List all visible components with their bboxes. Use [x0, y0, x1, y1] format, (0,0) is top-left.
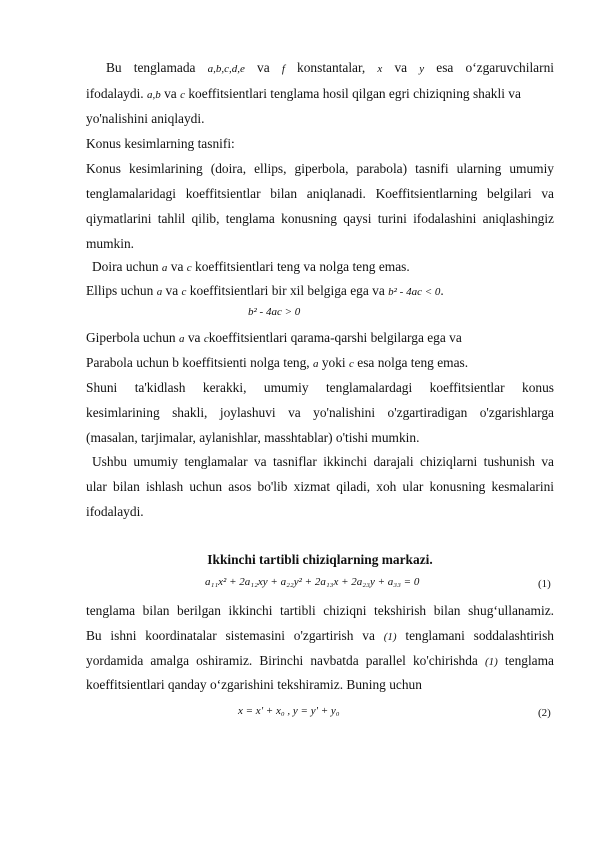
- p2-line4: mumkin.: [86, 236, 134, 251]
- p2-line3: qiymatlarini tahlil qilib, tenglama konusning qaysi turini ifodalashini aniqlashingiz: [86, 211, 554, 226]
- math-f: f: [281, 63, 285, 75]
- p3-line2: kesimlarining shakli, joylashuvi va yo'nalishini o'zgartiradigan o'zgarishlarga: [86, 405, 554, 420]
- doira-line: Doira uchun a va c koeffitsientlari teng va nolga teng emas.: [92, 259, 410, 274]
- p5-line4: koeffitsientlari qanday o‘zgarishini tekshiramiz. Buning uchun: [86, 677, 422, 692]
- math-abcde: a,b,c,d,e: [207, 63, 245, 75]
- ellips-line: Ellips uchun a va c koeffitsientlari bir xil belgiga ega va b² - 4ac < 0.: [86, 283, 444, 298]
- math-y: y: [419, 63, 425, 75]
- p1-line2: ifodalaydi. a,b va c koeffitsientlari tenglama hosil qilgan egri chiziqning shakli va: [86, 86, 521, 101]
- ellips-discriminant: b² - 4ac < 0: [388, 286, 441, 298]
- p5-line1: tenglama bilan berilgan ikkinchi tartibli chiziqni tekshirish bilan shug‘ullanamiz.: [86, 603, 554, 618]
- p4-line1: Ushbu umumiy tenglamalar va tasniflar ikkinchi darajali chiziqlarni tushunish va: [92, 454, 554, 469]
- equation-1: a₁₁x² + 2a₁₂xy + a₂₂y² + 2a₁₃x + 2a₂₃y + a₃₃ = 0: [205, 576, 420, 588]
- p5-line3: yordamida amalga oshiramiz. Birinchi navbatda parallel ko'chirishda (1) tenglama: [86, 653, 554, 668]
- giperbola-discriminant: b² - 4ac > 0: [248, 306, 301, 318]
- p2-line1: Konus kesimlarining (doira, ellips, giperbola, parabola) tasnifi ularning umumiy: [86, 161, 554, 176]
- p4-line3: ifodalaydi.: [86, 504, 144, 519]
- equation-2-number: (2): [538, 707, 551, 719]
- p4-line2: ular bilan ishlash uchun asos bo'lib xizmat qiladi, xoh ular konusning kesmalarini: [86, 479, 554, 494]
- equation-2: x = x' + x₀ , y = y' + y₀: [238, 705, 340, 717]
- parabola-line: Parabola uchun b koeffitsienti nolga teng, a yoki c esa nolga teng emas.: [86, 355, 469, 370]
- equation-1-number: (1): [538, 578, 551, 590]
- p5-line2: Bu ishni koordinatalar sistemasini o'zgartirish va (1) tenglamani soddalashtirish: [86, 628, 554, 643]
- p3-line3: (masalan, tarjimalar, aylanishlar, masshtablar) o'tishi mumkin.: [86, 430, 420, 445]
- p1-line3: yo'nalishini aniqlaydi.: [86, 111, 205, 126]
- p3-line1: Shuni ta'kidlash kerakki, umumiy tenglamalardagi koeffitsientlar konus: [86, 380, 554, 395]
- heading-center-of-second-order-lines: Ikkinchi tartibli chiziqlarning markazi.: [207, 552, 433, 567]
- p1-line1: Bu tenglamada a,b,c,d,e va f konstantalar, x va y esa o‘zgaruvchilarni: [106, 60, 554, 75]
- math-x: x: [377, 63, 383, 75]
- heading-classification: Konus kesimlarning tasnifi:: [86, 136, 235, 151]
- giperbola-line: Giperbola uchun a va ckoeffitsientlari qarama-qarshi belgilarga ega va: [86, 330, 462, 345]
- p2-line2: tenglamalaridagi koeffitsientlar bilan aniqlanadi. Koeffitsientlarning belgilari va: [86, 186, 554, 201]
